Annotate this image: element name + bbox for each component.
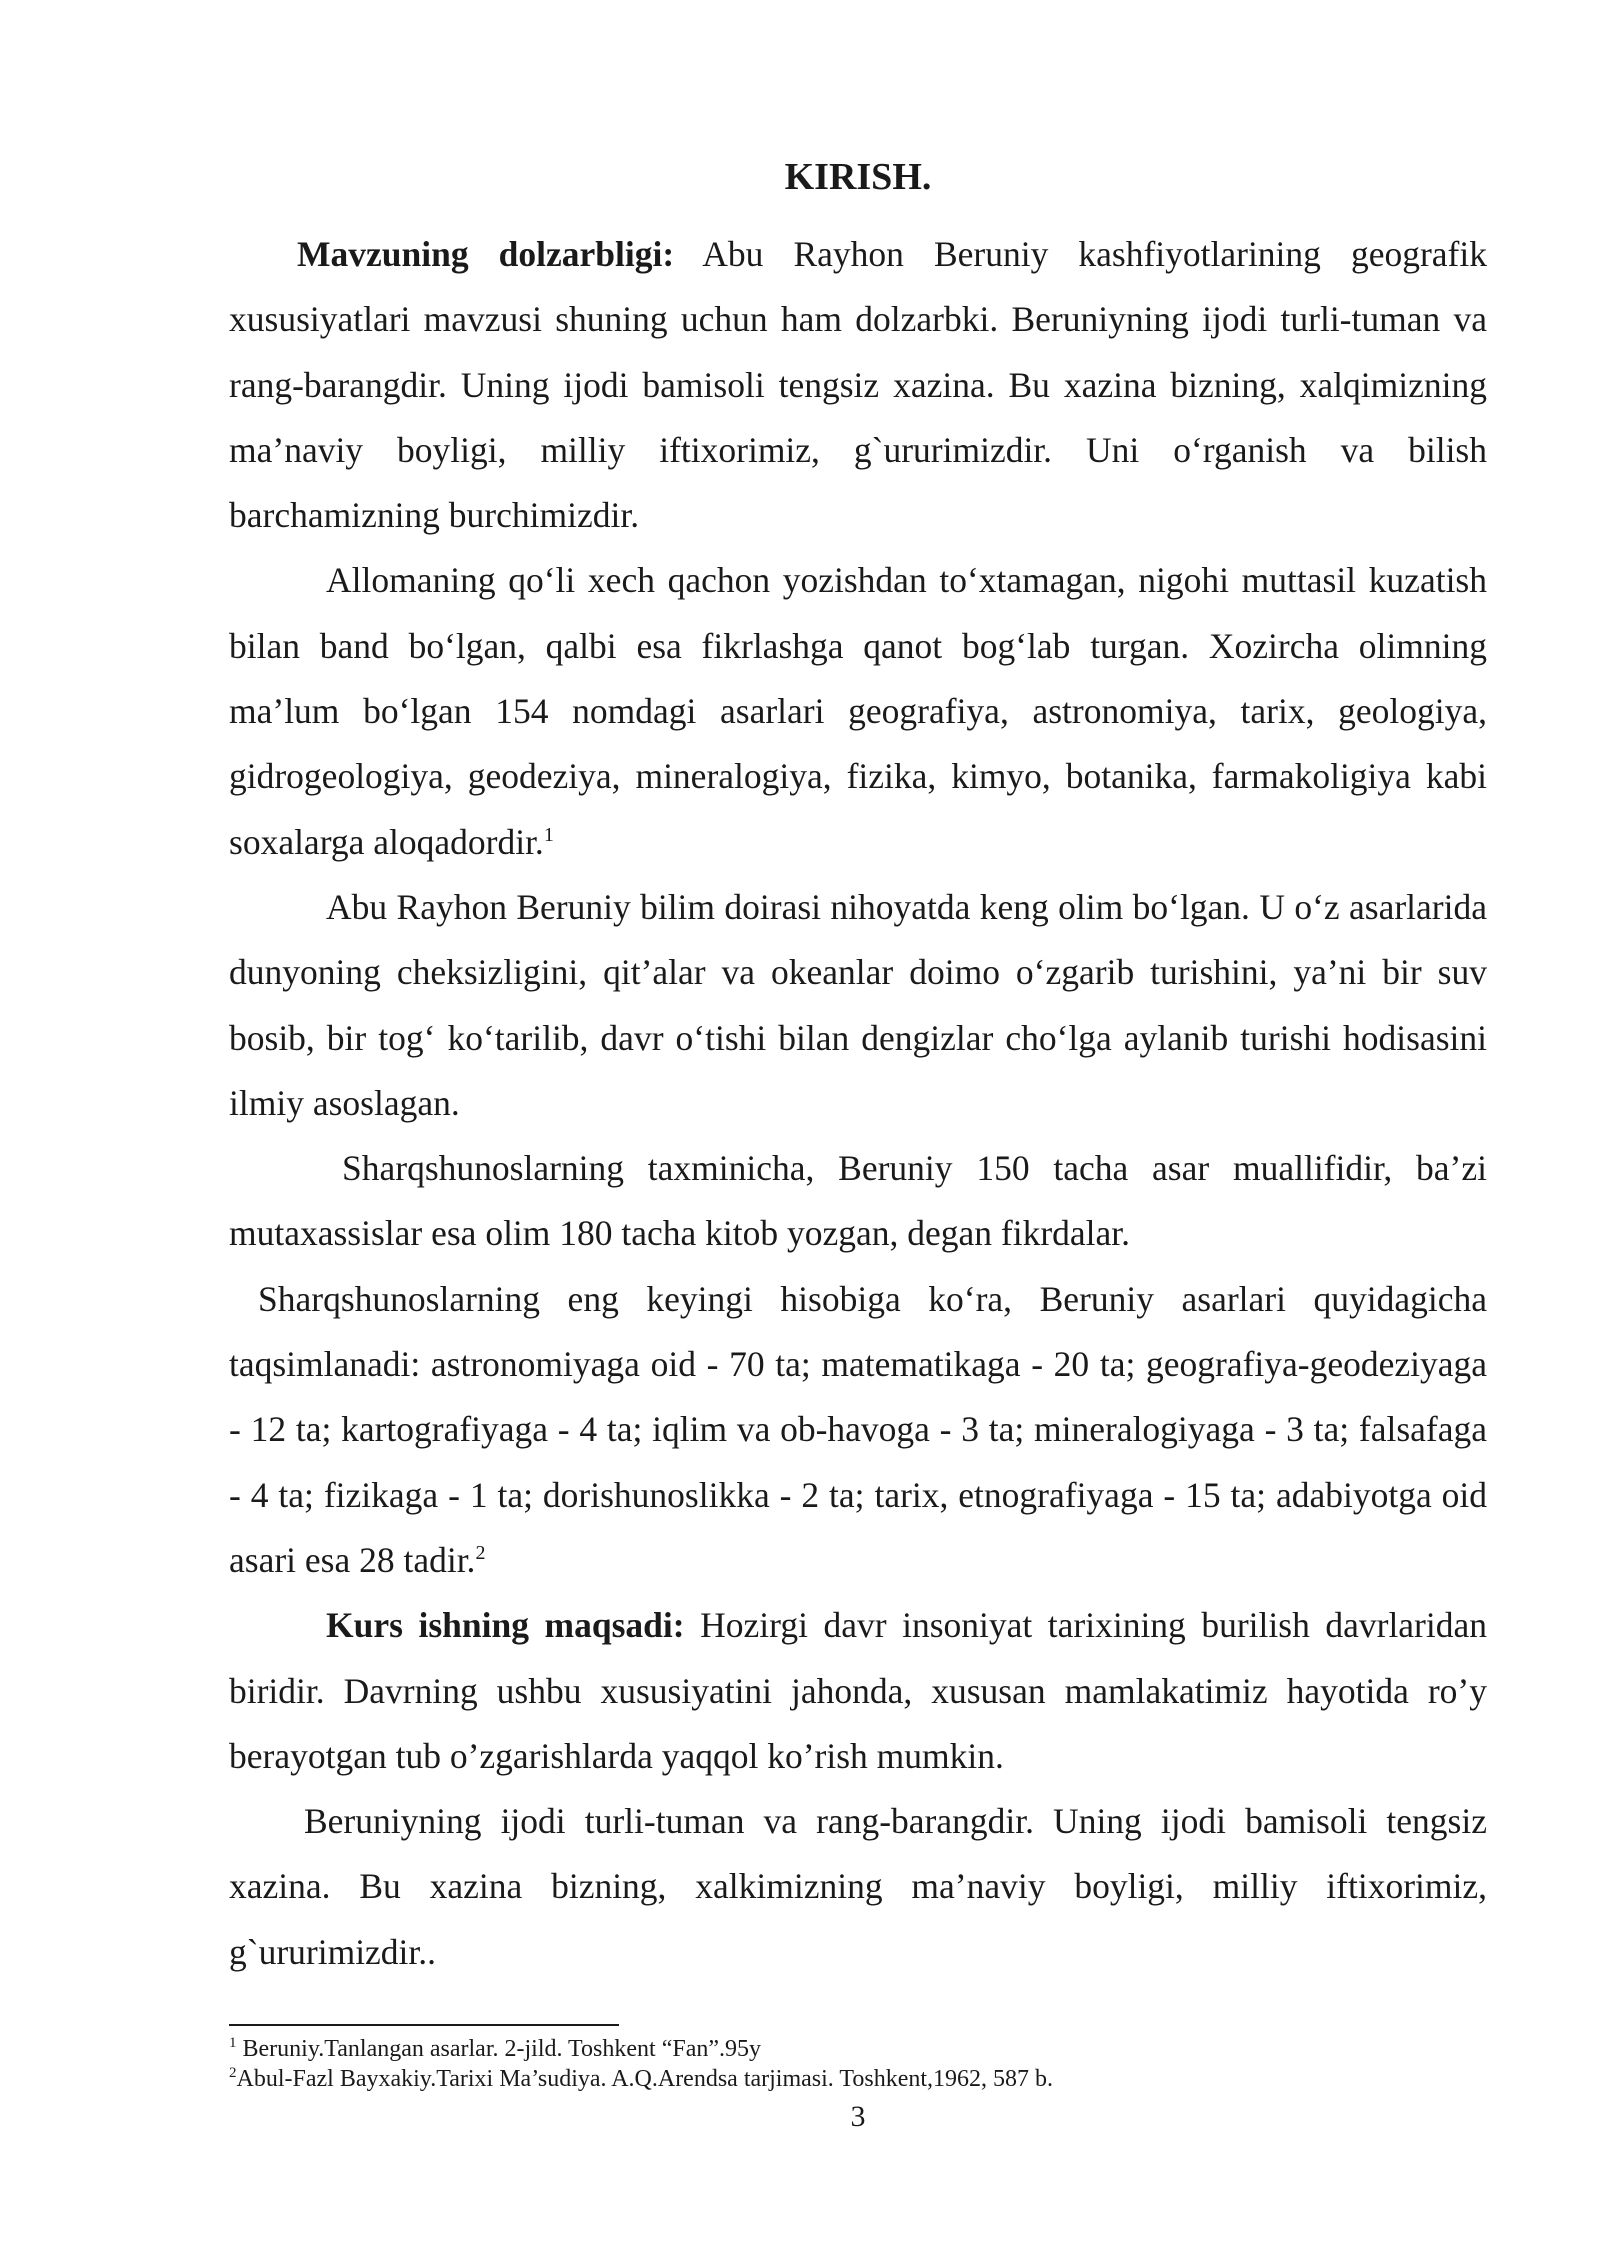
- page-title: KIRISH.: [784, 156, 932, 198]
- footnote-item: [229, 2034, 1487, 2064]
- document-body: [229, 222, 1487, 1985]
- paragraph-relevance: [229, 222, 1487, 548]
- paragraph-text: Hozirgi davr insoniyat tarixining burilish davrlaridan biridir. Davrning ushbu xususiyatini jahonda, xususan mamlakatimiz hayotida ro’y berayotgan tub o’zgarishlarda yaqqol ko’rish mumkin.: [229, 1605, 1488, 1776]
- paragraph-text: Beruniyning ijodi turli-tuman va rang-barangdir. Uning ijodi bamisoli tengsiz xazina. Bu xazina bizning, xalkimizning ma’naviy boyligi, milliy iftixorimiz, g`ururimizdir..: [229, 1801, 1487, 1972]
- footnote-reference[interactable]: 2: [475, 1542, 486, 1565]
- paragraph-text: Sharqshunoslarning taxminicha, Beruniy 150 tacha asar muallifidir, ba’zi mutaxassislar esa olim 180 tacha kitob yozgan, degan fikrdalar.: [229, 1148, 1487, 1254]
- paragraph-text: Abu Rayhon Beruniy bilim doirasi nihoyatda keng olim bo‘lgan. U o‘z asarlarida dunyoning cheksizligini, qit’alar va okeanlar doimo o‘zgarib turishini, ya’ni bir suv bosib, bir tog‘ ko‘tarilib, davr o‘tishi bilan dengizlar cho‘lga aylanib turishi hodisasini ilmiy asoslagan.: [229, 886, 1487, 1123]
- footnote-text: Beruniy.Tanlangan asarlar. 2-jild. Toshkent “Fan”.95y: [236, 2036, 762, 2062]
- paragraph-lead-relevance: Mavzuning dolzarbligi:: [297, 234, 675, 274]
- paragraph-text: Allomaning qo‘li xech qachon yozishdan to‘xtamagan, nigohi muttasil kuzatish bilan band bo‘lgan, qalbi esa fikrlashga qanot bog‘lab turgan. Xozircha olimning ma’lum bo‘lgan 154 nomdagi asarlari geografiya, astronomiya, tarix, geologiya, gidrogeologiya, geodeziya, mineralogiya, fizika, kimyo, botanika, farmakoligiya kabi soxalarga aloqadordir.: [229, 560, 1487, 862]
- paragraph-scholar-works: [229, 548, 1487, 874]
- paragraph-text: Sharqshunoslarning eng keyingi hisobiga ko‘ra, Beruniy asarlari quyidagicha taqsimlanadi: astronomiyaga oid - 70 ta; matematikaga - 20 ta; geografiya-geodeziyaga - 12 ta; kartografiyaga - 4 ta; iqlim va ob-havoga - 3 ta; mineralogiyaga - 3 ta; falsafaga - 4 ta; fizikaga - 1 ta; dorishunoslikka - 2 ta; tarix, etnografiyaga - 15 ta; adabiyotga oid asari esa 28 tadir.: [229, 1278, 1487, 1580]
- paragraph-text: Abu Rayhon Beruniy kashfiyotlarining geografik xususiyatlari mavzusi shuning uchun ham dolzarbki. Beruniyning ijodi turli-tuman va rang-barangdir. Uning ijodi bamisoli tengsiz xazina. Bu xazina bizning, xalqimizning ma’naviy boyligi, milliy iftixorimiz, g`ururimizdir. Uni o‘rganish va bilish barchamizning burchimizdir.: [229, 234, 1487, 536]
- paragraph-lead-course-goal: Kurs ishning maqsadi:: [326, 1605, 685, 1646]
- footnote-number: 2: [229, 2065, 237, 2081]
- paragraph-works-distribution: [229, 1267, 1487, 1593]
- footnotes: [229, 2034, 1487, 2094]
- page-number: 3: [850, 2100, 866, 2133]
- paragraph-knowledge: [229, 875, 1487, 1136]
- paragraph-closing: [229, 1789, 1487, 1985]
- footnote-number: 1: [229, 2035, 237, 2051]
- paragraph-orientalists-estimate: [229, 1136, 1487, 1267]
- paragraph-course-goal: [229, 1593, 1487, 1789]
- footnote-reference[interactable]: 1: [543, 823, 554, 846]
- footnote-text: Abul-Fazl Bayxakiy.Tarixi Ma’sudiya. A.Q.Arendsa tarjimasi. Toshkent,1962, 587 b.: [236, 2066, 1054, 2092]
- footnote-item: [229, 2064, 1487, 2094]
- footnote-separator: [229, 2024, 619, 2026]
